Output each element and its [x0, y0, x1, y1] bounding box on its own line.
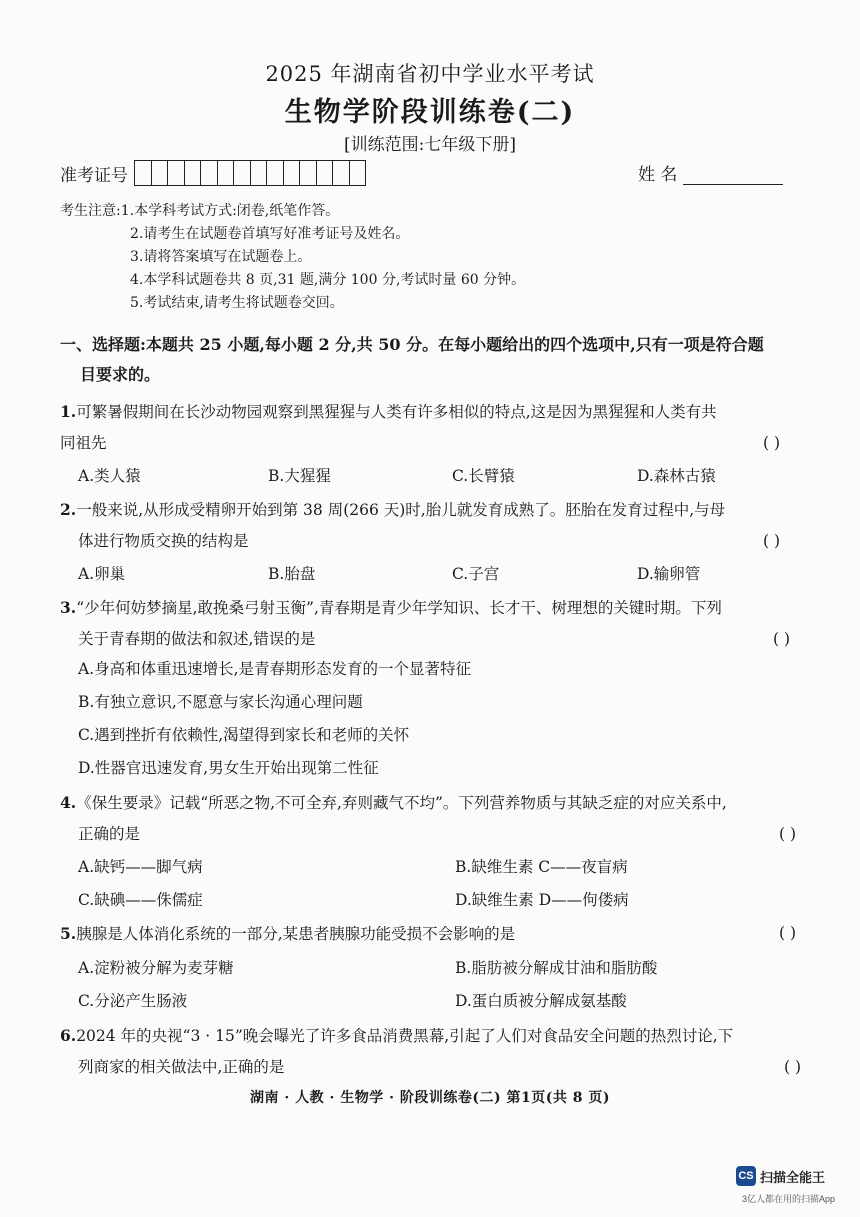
name-row: [638, 160, 783, 185]
answer-blank[interactable]: ( ): [778, 924, 796, 942]
exam-id-box[interactable]: [168, 161, 185, 185]
option-a: A.淀粉被分解为麦芽糖: [78, 959, 234, 977]
option-c: C.长臂猿: [452, 467, 515, 485]
note-line: 3.请将答案填写在试题卷上。: [130, 249, 312, 265]
paper-title: 生物学阶段训练卷(二): [284, 97, 576, 128]
question-number: 6.: [60, 1026, 77, 1045]
scanner-app-name: 扫描全能王: [760, 1169, 826, 1185]
question-text: 2024 年的央视“3 · 15”晚会曝光了许多食品消费黑幕,引起了人们对食品安全问题的热烈讨论,下: [76, 1027, 734, 1045]
exam-id-box[interactable]: [234, 161, 251, 185]
exam-notes: [60, 200, 525, 315]
answer-blank[interactable]: ( ): [778, 825, 796, 843]
note-line: 考生注意:1.本学科考试方式:闭卷,纸笔作答。: [60, 203, 340, 219]
exam-id-box[interactable]: [152, 161, 169, 185]
option-c: C.子宫: [452, 565, 500, 583]
question-text: 一般来说,从形成受精卵开始到第 38 周(266 天)时,胎儿就发育成熟了。胚胎在发育过程中,与母: [76, 501, 726, 519]
exam-id-box[interactable]: [350, 161, 366, 185]
option-a: A.身高和体重迅速增长,是青春期形态发育的一个显著特征: [78, 660, 472, 678]
section-heading-line: 目要求的。: [80, 365, 161, 384]
question-4: [60, 787, 800, 850]
question-text: “少年何妨梦摘星,敢挽桑弓射玉衡”,青春期是青少年学知识、长才干、树理想的关键时期。下列: [76, 599, 722, 617]
question-number: 1.: [60, 402, 77, 421]
option-b: B.胎盘: [268, 565, 316, 583]
page-footer: 湖南 · 人教 · 生物学 · 阶段训练卷(二) 第1页(共 8 页): [250, 1090, 610, 1106]
exam-id-box[interactable]: [185, 161, 202, 185]
option-d: D.性器官迅速发育,男女生开始出现第二性征: [78, 759, 379, 777]
training-scope: [训练范围:七年级下册]: [344, 135, 516, 155]
exam-id-box[interactable]: [135, 161, 152, 185]
option-c: C.缺碘——侏儒症: [78, 891, 203, 909]
option-b: B.大猩猩: [268, 467, 331, 485]
question-2: [60, 494, 800, 557]
exam-id-box[interactable]: [317, 161, 334, 185]
option-b: B.有独立意识,不愿意与家长沟通心理问题: [78, 693, 363, 711]
camscanner-icon: CS: [736, 1166, 756, 1186]
option-d: D.森林古猿: [637, 467, 716, 485]
question-text: 可繁暑假期间在长沙动物园观察到黑猩猩与人类有许多相似的特点,这是因为黑猩猩和人类有共: [76, 403, 717, 421]
note-line: 4.本学科试题卷共 8 页,31 题,满分 100 分,考试时量 60 分钟。: [130, 272, 526, 288]
exam-title: 2025 年湖南省初中学业水平考试: [265, 62, 595, 86]
exam-id-box[interactable]: [300, 161, 317, 185]
exam-id-box[interactable]: [201, 161, 218, 185]
question-text: 胰腺是人体消化系统的一部分,某患者胰腺功能受损不会影响的是: [76, 925, 516, 943]
exam-id-box[interactable]: [333, 161, 350, 185]
question-text: 关于青春期的做法和叙述,错误的是: [78, 630, 316, 648]
option-c: C.分泌产生肠液: [78, 992, 188, 1010]
question-text: 同祖先: [60, 434, 107, 452]
question-text: 体进行物质交换的结构是: [78, 532, 249, 550]
question-number: 3.: [60, 598, 77, 617]
question-5: [60, 918, 800, 950]
option-a: A.类人猿: [78, 467, 141, 485]
question-number: 4.: [60, 793, 77, 812]
question-3: [60, 592, 800, 655]
option-a: A.缺钙——脚气病: [78, 858, 203, 876]
note-line: 2.请考生在试题卷首填写好准考证号及姓名。: [130, 226, 410, 242]
name-label: 姓 名: [638, 165, 678, 185]
section-heading-line: 一、选择题:本题共 25 小题,每小题 2 分,共 50 分。在每小题给出的四个选项中,只有一项是符合题: [60, 335, 764, 354]
note-line: 5.考试结束,请考生将试题卷交回。: [130, 295, 344, 311]
answer-blank[interactable]: ( ): [783, 1058, 801, 1076]
question-text: 正确的是: [78, 825, 141, 843]
exam-id-box[interactable]: [218, 161, 235, 185]
option-d: D.蛋白质被分解成氨基酸: [455, 992, 627, 1010]
exam-id-boxes[interactable]: [134, 160, 366, 186]
question-1: [60, 396, 800, 459]
option-d: D.输卵管: [637, 565, 701, 583]
option-b: B.缺维生素 C——夜盲病: [455, 858, 628, 876]
question-6: [60, 1020, 805, 1083]
question-number: 2.: [60, 500, 77, 519]
exam-id-box[interactable]: [267, 161, 284, 185]
answer-blank[interactable]: ( ): [762, 532, 780, 550]
option-a: A.卵巢: [78, 565, 126, 583]
question-text: 《保生要录》记载“所恶之物,不可全弃,弃则藏气不均”。下列营养物质与其缺乏症的对应关系中,: [76, 794, 727, 812]
section-heading: [60, 330, 800, 390]
exam-id-row: [60, 158, 366, 188]
scanner-logo: [736, 1166, 825, 1186]
question-text: 列商家的相关做法中,正确的是: [78, 1058, 285, 1076]
option-c: C.遇到挫折有依赖性,渴望得到家长和老师的关怀: [78, 726, 410, 744]
answer-blank[interactable]: ( ): [772, 630, 790, 648]
scanner-tagline: 3亿人都在用的扫描App: [742, 1194, 836, 1204]
option-b: B.脂肪被分解成甘油和脂肪酸: [455, 959, 658, 977]
question-number: 5.: [60, 924, 77, 943]
exam-id-label: 准考证号: [60, 165, 128, 186]
exam-id-box[interactable]: [251, 161, 268, 185]
exam-id-box[interactable]: [284, 161, 301, 185]
option-d: D.缺维生素 D——佝偻病: [455, 891, 629, 909]
name-input-line[interactable]: [683, 164, 783, 185]
answer-blank[interactable]: ( ): [762, 434, 780, 452]
